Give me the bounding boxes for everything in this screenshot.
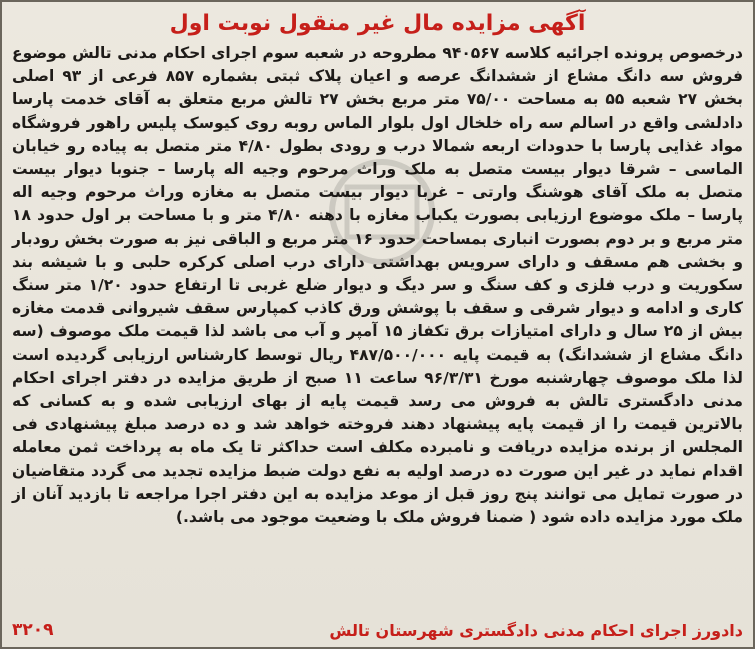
notice-number: ۳۲۰۹ (12, 620, 54, 640)
signature: دادورز اجرای احکام مدنی دادگستری شهرستان تالش (329, 620, 743, 640)
notice-footer (12, 617, 743, 643)
notice-title: آگهی مزایده مال غیر منقول نوبت اول (169, 11, 586, 36)
notice-body: درخصوص پرونده اجرائیه کلاسه ۹۴۰۵۶۷ مطروحه در شعبه سوم اجرای احکام مدنی تالش موضوع فروش سه دانگ مشاع از ششدانگ عرصه و اعیان پلاک ثبتی بشماره ۸۵۷ فرعی از ۹۳ اصلی بخش ۲۷ شعبه ۵۵ به مساحت ۷۵/۰۰ متر مربع بخش ۲۷ تالش مربع متعلق به آقای خدمت پارسا دادلشی واقع در اسالم سه راه خلخال اول بلوار الماس روبه روی کیوسک پلیس راهور فروشگاه مواد غذایی پارسا با حدودات اربعه شمالا درب و رودی بطول ۴/۸۰ متر متصل به پیاده رو خیابان الماسی – شرقا دیوار بیست متصل به ملک وراث مرحوم وجیه اله پارسا – جنوبا دیوار بیست متصل به ملک آقای هوشنگ وارتی – غربا دیوار بیست متصل به مغازه وراث مرحوم وجیه اله پارسا – ملک موضوع ارزیابی بصورت یکباب مغازه با دهنه ۴/۸۰ متر و با مساحت بر اول حدود ۱۸ متر مربع و بر دوم بصورت انباری بمساحت حدود ۱۶ متر مربع و الباقی نیز به صورت بخش رودبار و بخشی هم مسقف و دارای سرویس بهداشتی دارای درب اصلی کرکره حلبی و با شیشه بند سکوریت و درب فلزی و کف سنگ و سر دیگ و دیوار ضلع غربی تا ارتفاع حدود ۱/۲۰ متر سنگ کاری و ادامه و دیوار شرقی و سقف با پوشش ورق کاذب کمپارس سقف شیروانی قدمت مغازه بیش از ۲۵ سال و دارای امتیازات برق تکفاز ۱۵ آمپر و آب می باشد لذا قیمت ملک موصوف (سه دانگ مشاع از ششدانگ) به قیمت پایه ۴۸۷/۵۰۰/۰۰۰ ریال توسط کارشناس ارزیابی گردیده است لذا ملک موصوف چهارشنبه مورخ ۹۶/۳/۳۱ ساعت ۱۱ صبح از طریق مزایده در دفتر اجرای احکام مدنی دادگستری تالش به فروش می رسد قیمت پایه از بهای ارزیابی شده و به کسانی که بالاترین قیمت را از قیمت پایه پیشنهاد دهند فروخته خواهد شد و ده درصد مبلغ پیشنهادی فی المجلس از برنده مزایده دریافت و نامبرده مکلف است حداکثر تا یک ماه به پرداخت ثمن معامله اقدام نماید در غیر این صورت ده درصد اولیه به نفع دولت ضبط مزایده تجدید می گردد متقاضیان در صورت تمایل می توانند پنج روز قبل از موعد مزایده به این دفتر اجرا مراجعه تا بازدید آنان از ملک مورد مزایده داده شود ( ضمنا فروش ملک با وضعیت موجود می باشد.) (12, 44, 744, 527)
